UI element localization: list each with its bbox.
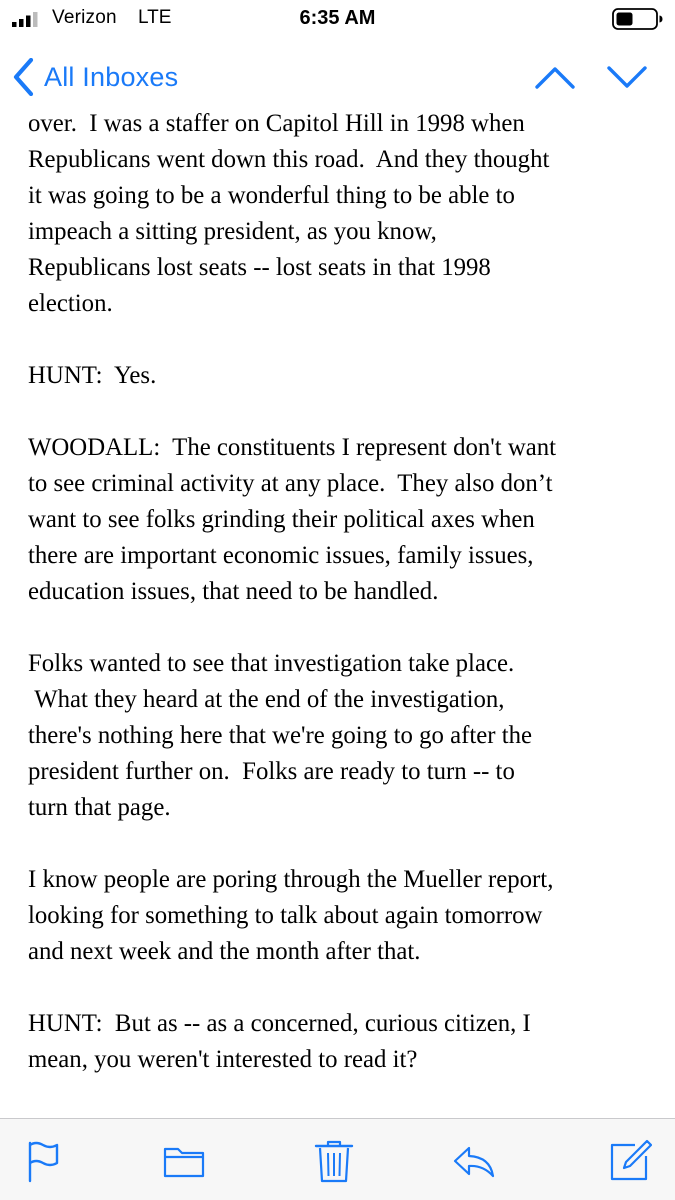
message-paragraph: HUNT: But as -- as a concerned, curious citizen, I mean, you weren't interested to read it? — [28, 1010, 531, 1073]
message-paragraph: HUNT: Yes. — [28, 362, 157, 389]
reply-icon — [452, 1139, 496, 1183]
flag-icon — [22, 1139, 66, 1183]
compose-icon — [608, 1139, 652, 1183]
compose-button[interactable] — [608, 1139, 652, 1183]
back-label: All Inboxes — [44, 62, 179, 92]
folder-icon — [162, 1139, 206, 1183]
delete-button[interactable] — [312, 1139, 356, 1183]
chevron-down-icon[interactable] — [606, 60, 648, 94]
bottom-toolbar — [0, 1118, 675, 1200]
trash-icon — [312, 1139, 356, 1183]
chevron-left-icon — [12, 58, 34, 96]
message-paragraph: over. I was a staffer on Capitol Hill in 1998 when Republicans went down this road. And they thought it was going to be a wonderful thing to be able to impeach a sitting president, as you know, Republicans lost seats -- lost seats in that 1998 election. — [28, 110, 550, 317]
back-button[interactable] — [12, 56, 178, 98]
message-paragraph: Folks wanted to see that investigation take place. What they heard at the end of the investigation, there's nothing here that we're going to go after the president further on. Folks are ready to turn -- to turn that page. — [28, 650, 533, 821]
message-body — [28, 106, 658, 1091]
message-paragraph: I know people are poring through the Mueller report, looking for something to talk about again tomorrow and next week and the month after that. — [28, 866, 554, 965]
move-to-folder-button[interactable] — [162, 1139, 206, 1183]
carrier-name: Verizon — [52, 7, 117, 28]
chevron-up-icon[interactable] — [534, 60, 576, 94]
network-type: LTE — [138, 7, 172, 28]
reply-button[interactable] — [452, 1139, 496, 1183]
message-paragraph: WOODALL: The constituents I represent don't want to see criminal activity at any place. They also don’t want to see folks grinding their political axes when there are important economic issues, family issues, education issues, that need to be handled. — [28, 434, 557, 605]
status-bar — [0, 0, 675, 40]
battery-icon — [612, 8, 664, 30]
navigation-bar — [0, 40, 675, 114]
flag-button[interactable] — [22, 1139, 66, 1183]
status-time: 6:35 AM — [299, 7, 376, 29]
